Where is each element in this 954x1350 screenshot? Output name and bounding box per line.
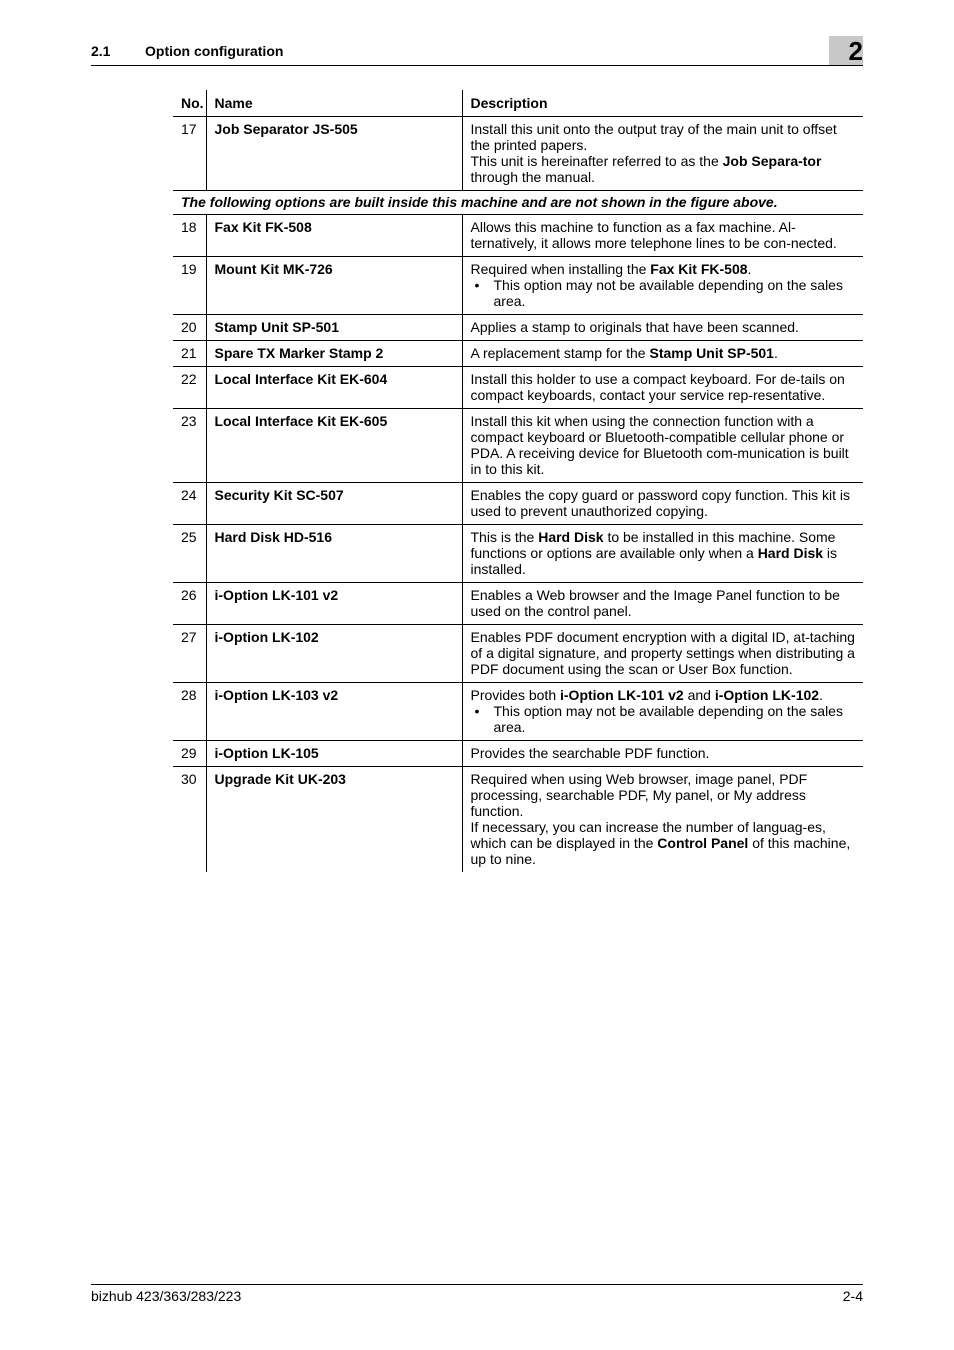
option-name: Security Kit SC-507 [206, 483, 462, 525]
column-header-no: No. [173, 90, 206, 117]
row-number: 30 [181, 771, 197, 787]
chapter-number: 2 [848, 36, 863, 66]
row-number: 29 [173, 741, 206, 767]
table-header-row [173, 90, 863, 117]
bold-term: i-Option LK-102 [714, 687, 820, 703]
page-header [91, 38, 863, 66]
option-description: Enables PDF document encryption with a digital ID, at-taching of a digital signature, and property settings when distributing a PDF document using the scan or User Box function. [462, 625, 863, 683]
table-row [173, 767, 863, 873]
description-line [471, 261, 856, 277]
text-span: . [773, 345, 778, 361]
text-span: This unit is hereinafter referred to as the [470, 153, 723, 169]
option-description: Install this kit when using the connection function with a compact keyboard or Bluetooth-compatible cellular phone or PDA. A receiving device for Bluetooth com-munication is built in to this kit. [462, 409, 863, 483]
text-span: . [819, 687, 823, 703]
table-row [173, 525, 863, 583]
option-name: Stamp Unit SP-501 [206, 315, 462, 341]
text-span: to be installed in this machine. Some functions or options are available only when a [470, 529, 836, 561]
row-number: 28 [173, 683, 206, 741]
option-description [462, 525, 863, 583]
text-span: If necessary, you can increase the number of languag-es, which can be displayed in the [470, 819, 826, 851]
column-header-description: Description [462, 90, 863, 117]
description-line [471, 153, 856, 185]
option-description [462, 117, 863, 191]
bold-term: Hard Disk [757, 545, 824, 561]
text-span: and [683, 687, 715, 703]
options-table [173, 90, 863, 872]
table-row [173, 257, 863, 315]
table-row [173, 583, 863, 625]
bullet-item: • This option may not be available depending on the sales area. [471, 277, 856, 309]
description-line: Required when using Web browser, image panel, PDF processing, searchable PDF, My panel, or My address function. [470, 771, 808, 819]
table-row [173, 315, 863, 341]
row-number: 26 [173, 583, 206, 625]
row-number: 23 [173, 409, 206, 483]
option-description: Enables a Web browser and the Image Panel function to be used on the control panel. [462, 583, 863, 625]
option-name: Upgrade Kit UK-203 [206, 767, 462, 873]
option-description: Enables the copy guard or password copy function. This kit is used to prevent unauthorized copying. [462, 483, 863, 525]
option-name: Mount Kit MK-726 [206, 257, 462, 315]
option-name: Job Separator JS-505 [206, 117, 462, 191]
row-number: 24 [173, 483, 206, 525]
bullet-item: • This option may not be available depending on the sales area. [471, 703, 856, 735]
option-description: Allows this machine to function as a fax machine. Al-ternatively, it allows more telephone lines to be con-nected. [462, 215, 863, 257]
option-name: Hard Disk HD-516 [206, 525, 462, 583]
table-row [173, 409, 863, 483]
table-row [173, 741, 863, 767]
footer-model: bizhub 423/363/283/223 [91, 1288, 242, 1304]
row-number: 27 [173, 625, 206, 683]
option-name: i-Option LK-103 v2 [206, 683, 462, 741]
option-name: i-Option LK-102 [206, 625, 462, 683]
column-header-name: Name [206, 90, 462, 117]
table-row [173, 341, 863, 367]
table-row [173, 117, 863, 191]
row-number: 17 [173, 117, 206, 191]
row-number: 18 [173, 215, 206, 257]
description-line [471, 687, 856, 703]
option-description: Provides the searchable PDF function. [462, 741, 863, 767]
option-name: Spare TX Marker Stamp 2 [206, 341, 462, 367]
text-span: through the manual. [470, 169, 596, 185]
description-line [471, 819, 856, 867]
bold-term: i-Option LK-101 v2 [560, 687, 684, 703]
option-name: Local Interface Kit EK-604 [206, 367, 462, 409]
option-name: i-Option LK-105 [206, 741, 462, 767]
option-description [462, 257, 863, 315]
section-title: Option configuration [145, 43, 284, 59]
table-row [173, 683, 863, 741]
option-name: Local Interface Kit EK-605 [206, 409, 462, 483]
description-line: Install this unit onto the output tray of the main unit to offset the printed papers. [470, 121, 837, 153]
page-footer [91, 1284, 863, 1304]
option-description: Applies a stamp to originals that have been scanned. [462, 315, 863, 341]
bold-term: Fax Kit FK-508 [650, 261, 748, 277]
option-description [462, 683, 863, 741]
row-number: 20 [173, 315, 206, 341]
text-span: A replacement stamp for the [470, 345, 650, 361]
bold-term: Stamp Unit SP-501 [649, 345, 774, 361]
option-description: Install this holder to use a compact keyboard. For de-tails on compact keyboards, contact your service rep-resentative. [462, 367, 863, 409]
row-number: 25 [173, 525, 206, 583]
row-number: 21 [173, 341, 206, 367]
text-span: of this machine, up to nine. [470, 835, 851, 867]
text-span: Provides both [470, 687, 560, 703]
chapter-badge [829, 36, 863, 65]
bold-term: Control Panel [657, 835, 749, 851]
option-name: Fax Kit FK-508 [206, 215, 462, 257]
note-row [173, 191, 863, 215]
option-description [462, 767, 863, 873]
text-span: is installed. [470, 545, 838, 577]
section-number: 2.1 [91, 43, 111, 59]
bold-term: Job Separa-tor [722, 153, 822, 169]
note-text: The following options are built inside this machine and are not shown in the figure above. [173, 191, 863, 215]
text-span: This is the [470, 529, 539, 545]
option-name: i-Option LK-101 v2 [206, 583, 462, 625]
table-row [173, 367, 863, 409]
table-row [173, 483, 863, 525]
table-row [173, 625, 863, 683]
text-span: . [747, 261, 752, 277]
text-span: Required when installing the [470, 261, 651, 277]
footer-page-number: 2-4 [842, 1288, 863, 1304]
row-number: 19 [173, 257, 206, 315]
option-description [462, 341, 863, 367]
row-number: 22 [173, 367, 206, 409]
table-row [173, 215, 863, 257]
bold-term: Hard Disk [538, 529, 604, 545]
